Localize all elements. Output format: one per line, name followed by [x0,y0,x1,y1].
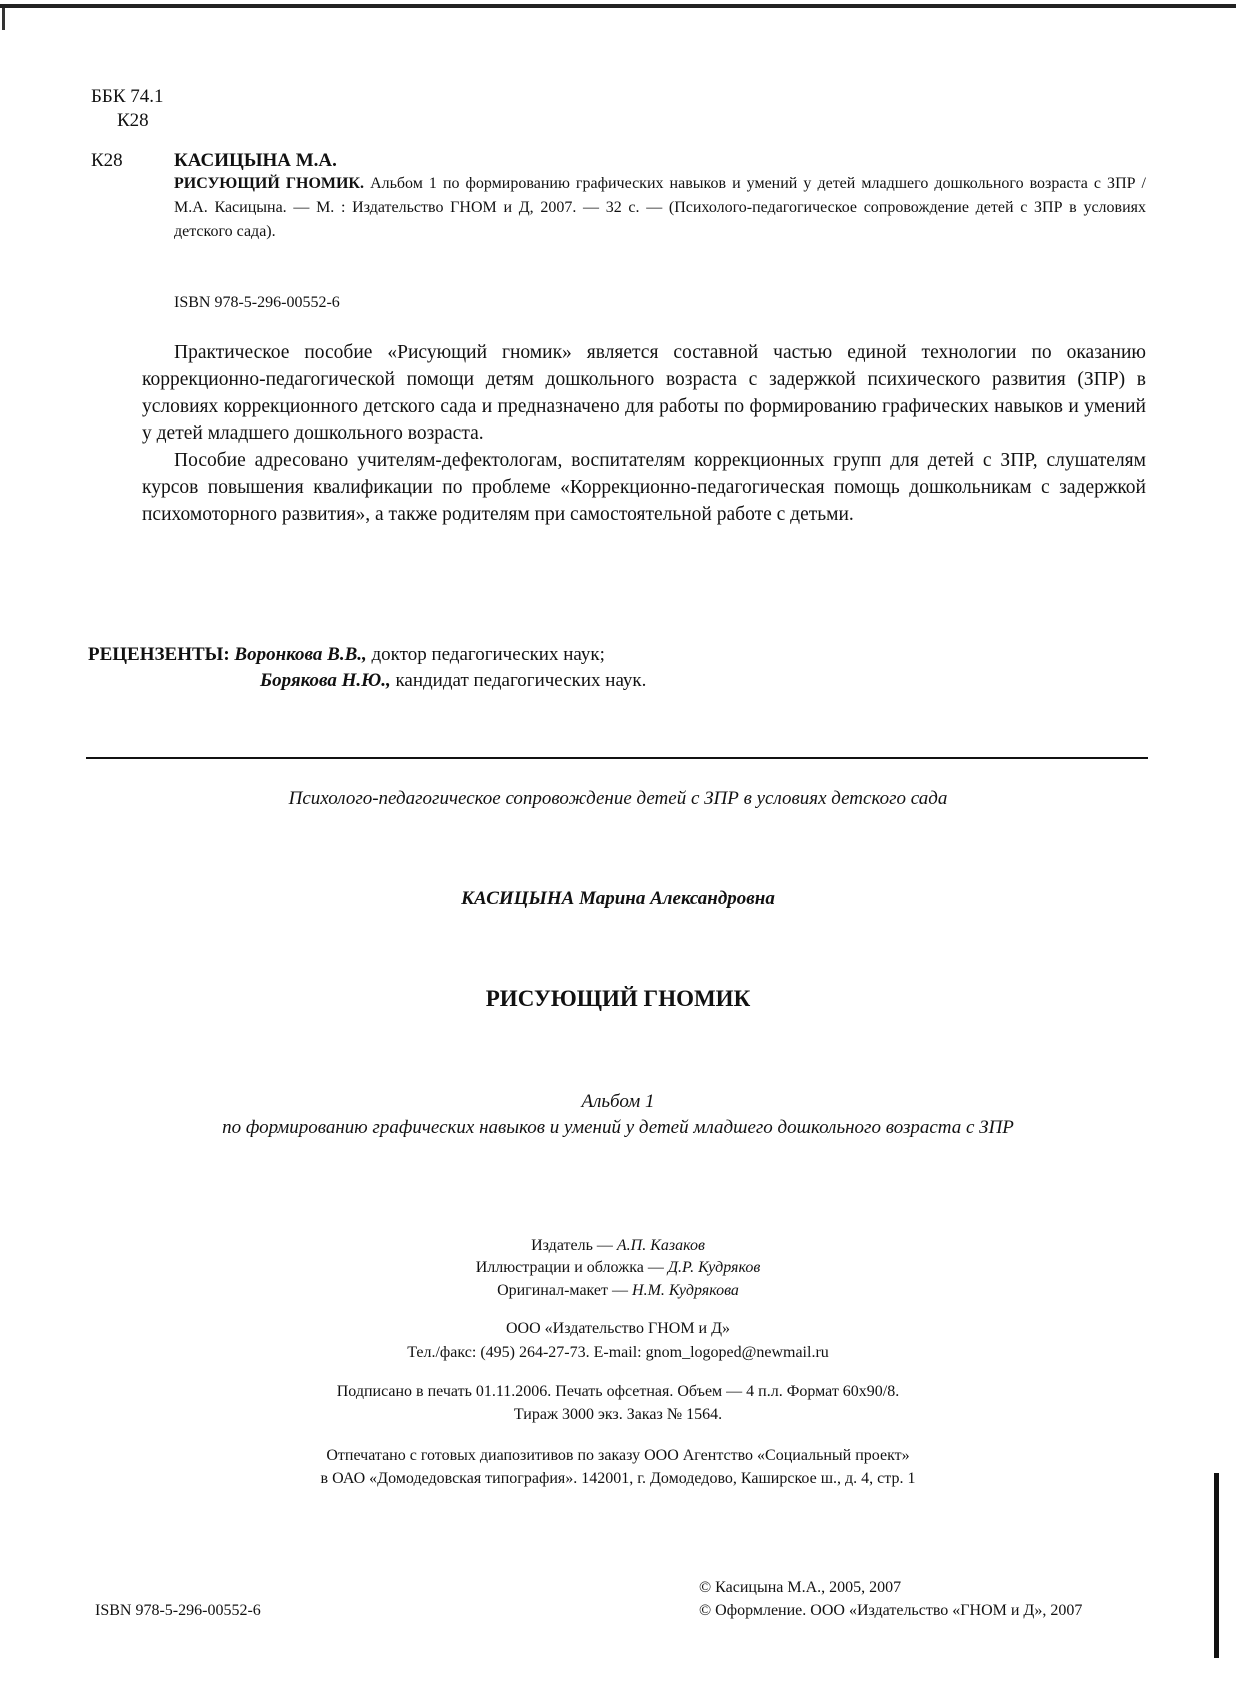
book-title: РИСУЮЩИЙ ГНОМИК [485,986,751,1011]
publisher: ООО «Издательство ГНОМ и Д» [505,1320,731,1337]
bbk-author-mark: К28 [117,110,149,131]
scan-top-border [0,4,1236,8]
bib-mark: К28 [91,150,123,171]
credit-name: Д.Р. Кудряков [667,1259,761,1276]
reviewer-name: Борякова Н.Ю., [260,670,391,691]
print-run: Тираж 3000 экз. Заказ № 1564. [513,1406,723,1423]
reviewers-label: РЕЦЕНЗЕНТЫ: [88,644,230,665]
annotation [142,339,1146,528]
credit-role: Иллюстрации и обложка — [475,1259,668,1276]
reviewer-name: Воронкова В.В., [234,644,367,665]
reviewer-degree: доктор педагогических наук; [366,644,605,665]
scan-left-mark [2,8,5,30]
copyright-design: © Оформление. ООО «Издательство «ГНОМ и Д», 2007 [699,1602,1083,1619]
bbk-code: ББК 74.1 [91,86,164,107]
author-surname: КАСИЦЫНА [461,888,575,909]
annotation-paragraph: Пособие адресовано учителям-дефектологам, воспитателям коррекционных групп для детей с ЗПР, слушателям курсов повышения квалификации по проблеме «Коррекционно-педагогическая помощь дошкольникам с задержкой психомоторного развития», а также родителям при самостоятельной работе с детьми. [142,450,1146,525]
reviewer-2 [260,670,646,692]
credit-line [0,1237,1236,1255]
bib-isbn: ISBN 978-5-296-00552-6 [174,294,340,311]
scan-right-bar [1214,1473,1219,1658]
annotation-paragraph: Практическое пособие «Рисующий гномик» является составной частью единой технологии по оказанию коррекционно-педагогической помощи детям дошкольного возраста с задержкой психического развития (ЗПР) в условиях коррекционного детского сада и предназначено для работы по формированию графических навыков и умений у детей младшего дошкольного возраста. [142,342,1146,444]
footer-isbn: ISBN 978-5-296-00552-6 [95,1602,261,1619]
book-subtitle: по формированию графических навыков и умений у детей младшего дошкольного возраста с ЗПР [222,1117,1014,1138]
printer-address: в ОАО «Домодедовская типография». 142001, г. Домодедово, Каширское ш., д. 4, стр. 1 [320,1470,916,1487]
printed-by: Отпечатано с готовых диапозитивов по заказу ООО Агентство «Социальный проект» [326,1447,910,1464]
bib-description [174,172,1146,244]
bib-title: РИСУЮЩИЙ ГНОМИК. [174,175,365,192]
reviewer-degree: кандидат педагогических наук. [390,670,647,691]
reviewers [88,644,605,666]
author-full-name [0,888,1236,910]
copyright-author: © Касицына М.А., 2005, 2007 [699,1579,902,1596]
credit-role: Оригинал-макет — [497,1282,633,1299]
divider [86,757,1148,759]
publisher-contacts: Тел./факс: (495) 264-27-73. E-mail: gnom_logoped@newmail.ru [407,1344,829,1361]
album-number: Альбом 1 [581,1091,655,1112]
bib-author: КАСИЦЫНА М.А. [174,150,337,171]
credit-line [0,1282,1236,1300]
series-title: Психолого-педагогическое сопровождение детей с ЗПР в условиях детского сада [288,788,948,809]
author-given-names: Марина Александровна [579,888,775,909]
bib-text: Альбом 1 по формированию графических навыков и умений у детей младшего дошкольного возраста с ЗПР / М.А. Касицына. — М. : Издательство ГНОМ и Д, 2007. — 32 с. — (Психолого-педагогическое сопровождение детей с ЗПР в условиях детского сада). [174,175,1147,240]
print-info: Подписано в печать 01.11.2006. Печать офсетная. Объем — 4 п.л. Формат 60х90/8. [336,1383,900,1400]
credit-line [0,1259,1236,1277]
credit-role: Издатель — [531,1237,617,1254]
credit-name: А.П. Казаков [616,1237,705,1254]
credit-name: Н.М. Кудрякова [632,1282,739,1299]
